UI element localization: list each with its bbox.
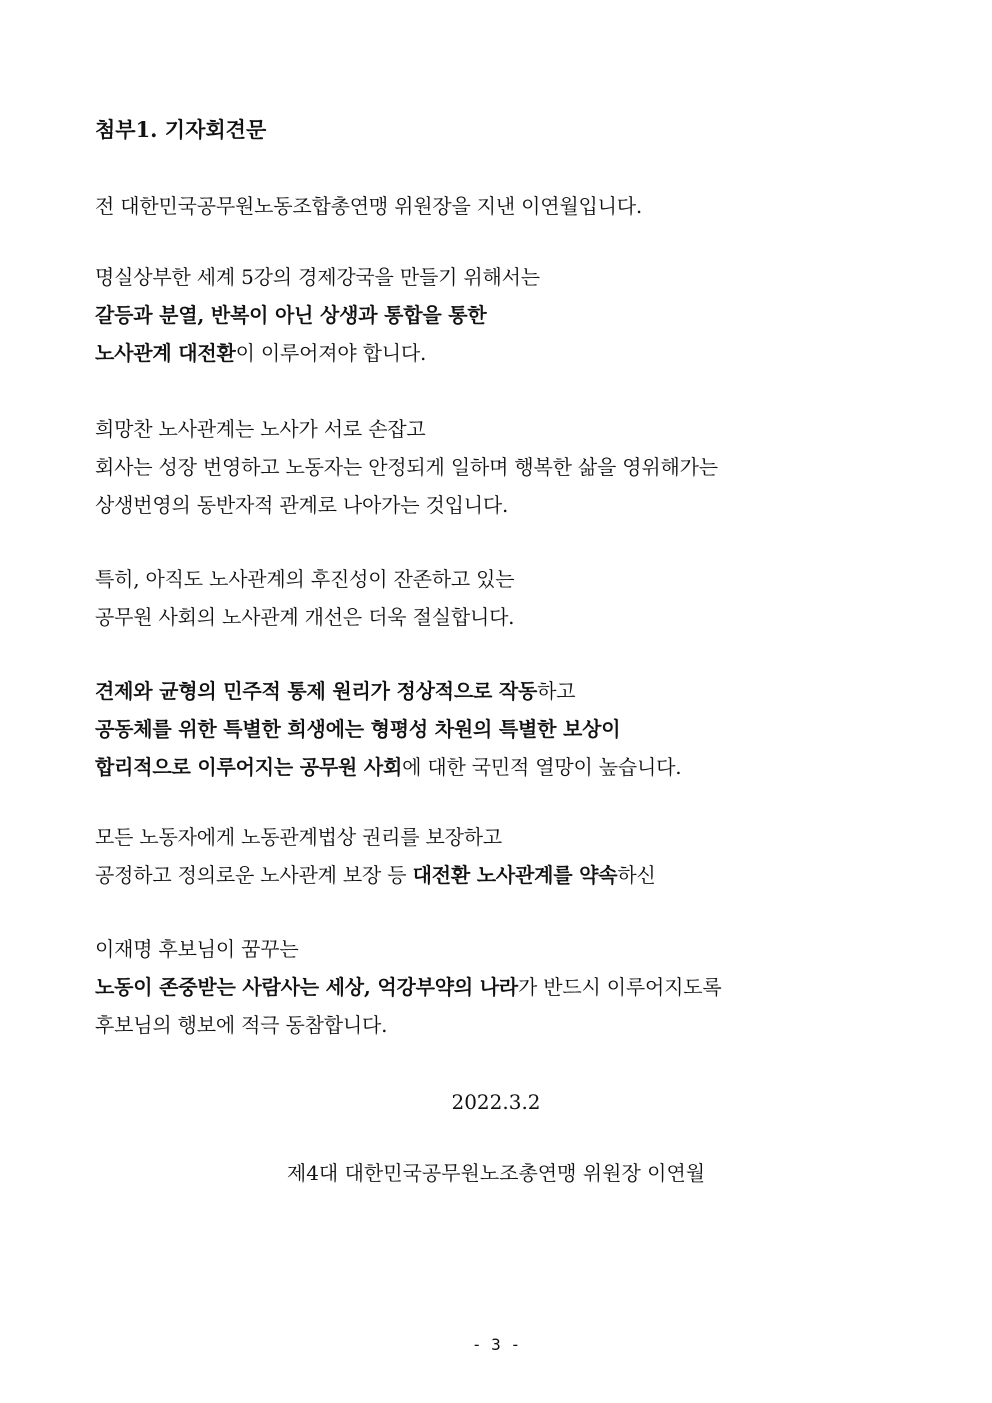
paragraph-vision	[95, 258, 540, 372]
text-segment: 공정하고 정의로운 노사관계 보장 등	[95, 863, 413, 887]
paragraph-line	[95, 968, 722, 1006]
document-title: 첨부1. 기자회견문	[95, 117, 267, 142]
paragraph-line: 회사는 성장 번영하고 노동자는 안정되게 일하며 행복한 삶을 영위해가는	[95, 455, 718, 479]
paragraph-line	[95, 672, 681, 710]
bold-phrase: 견제와 균형의 민주적 통제 원리가 정상적으로 작동	[95, 679, 538, 703]
text-segment: 하신	[617, 863, 656, 887]
text-segment: 에 대한 국민적 열망이 높습니다.	[402, 755, 682, 779]
paragraph-line: 이재명 후보님이 꿈꾸는	[95, 937, 299, 961]
paragraph-endorsement	[95, 930, 722, 1044]
paragraph-line	[95, 748, 681, 786]
text-segment: 하고	[537, 679, 576, 703]
paragraph-line: 전 대한민국공무원노동조합총연맹 위원장을 지낸 이연월입니다.	[95, 194, 643, 218]
paragraph-line: 명실상부한 세계 5강의 경제강국을 만들기 위해서는	[95, 265, 540, 289]
paragraph-labor-relations	[95, 410, 718, 524]
bold-phrase: 노사관계 대전환	[95, 341, 236, 365]
paragraph-rights	[95, 818, 656, 894]
paragraph-line: 후보님의 행보에 적극 동참합니다.	[95, 1013, 388, 1037]
page-number: - 3 -	[471, 1335, 521, 1354]
bold-phrase: 노동이 존중받는 사람사는 세상, 억강부약의 나라	[95, 975, 518, 999]
paragraph-public-servants	[95, 560, 514, 636]
text-segment: 이 이루어져야 합니다.	[235, 341, 427, 365]
bold-phrase: 합리적으로 이루어지는 공무원 사회	[95, 755, 403, 779]
paragraph-line-bold: 갈등과 분열, 반복이 아닌 상생과 통합을 통한	[95, 303, 487, 327]
paragraph-line	[95, 334, 540, 372]
paragraph-line: 모든 노동자에게 노동관계법상 권리를 보장하고	[95, 825, 503, 849]
paragraph-intro	[95, 187, 642, 225]
paragraph-line: 상생번영의 동반자적 관계로 나아가는 것입니다.	[95, 493, 509, 517]
signature-line: 제4대 대한민국공무원노조총연맹 위원장 이연월	[286, 1161, 706, 1185]
paragraph-line-bold: 공동체를 위한 특별한 희생에는 형평성 차원의 특별한 보상이	[95, 717, 621, 741]
paragraph-line: 희망찬 노사관계는 노사가 서로 손잡고	[95, 417, 426, 441]
text-segment: 가 반드시 이루어지도록	[517, 975, 722, 999]
paragraph-line: 공무원 사회의 노사관계 개선은 더욱 절실합니다.	[95, 605, 515, 629]
paragraph-democratic-control	[95, 672, 681, 786]
paragraph-line: 특히, 아직도 노사관계의 후진성이 잔존하고 있는	[95, 567, 515, 591]
document-date: 2022.3.2	[451, 1090, 541, 1114]
paragraph-line	[95, 856, 656, 894]
bold-phrase: 대전환 노사관계를 약속	[412, 863, 618, 887]
